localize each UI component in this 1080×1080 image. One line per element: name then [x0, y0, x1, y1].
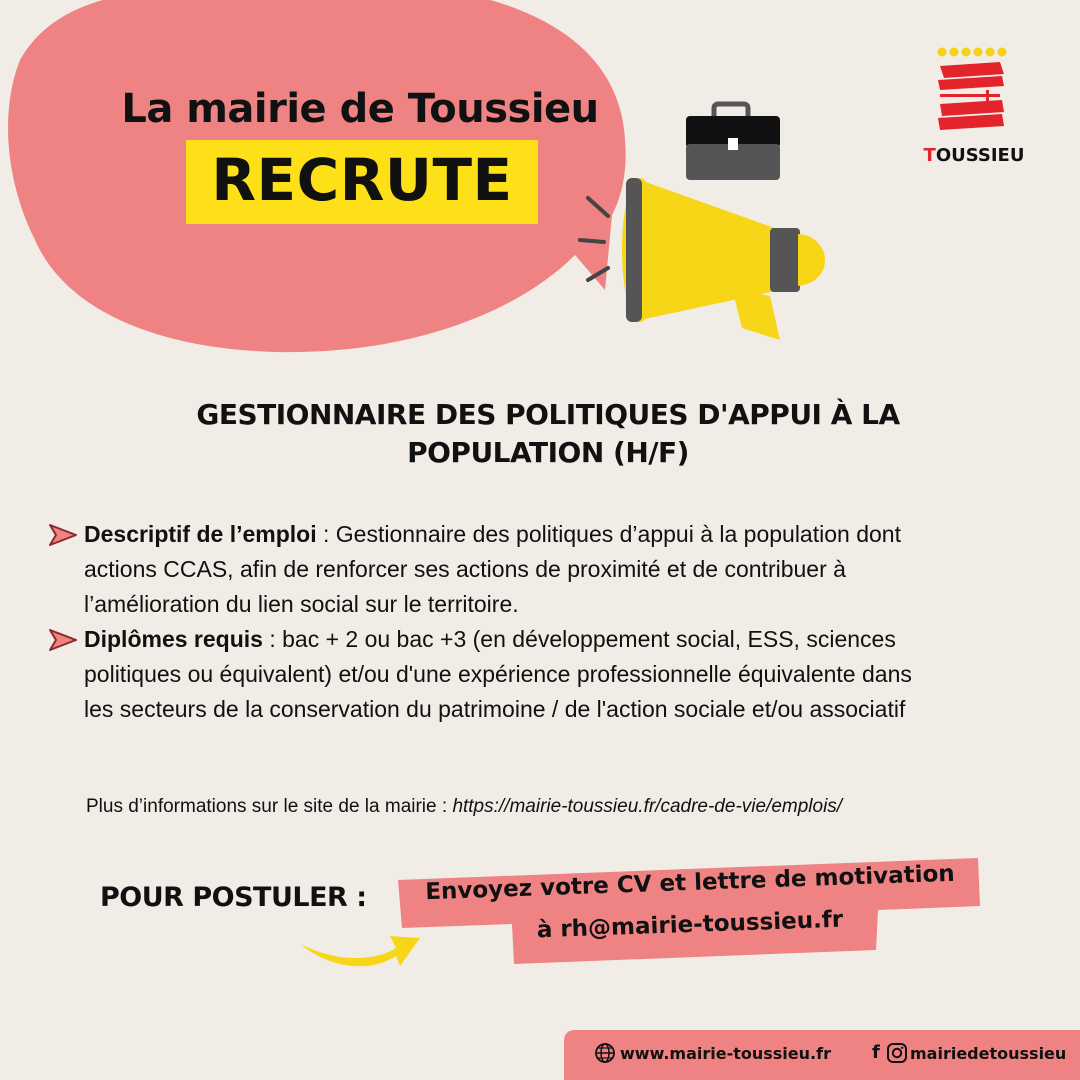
megaphone-icon [570, 170, 840, 350]
headline: La mairie de Toussieu [121, 86, 599, 132]
facebook-icon[interactable]: f [872, 1042, 880, 1063]
instagram-icon[interactable] [886, 1042, 908, 1064]
bullet-job-description: Descriptif de l’emploi : Gestionnaire des politiques d’appui à la population dont actions CCAS, afin de renforcer ses actions de proximité et de contribuer à l’amélioration du lien social sur le territoire. [48, 517, 1008, 627]
more-info: Plus d’informations sur le site de la mairie : https://mairie-toussieu.fr/cadre-de-vie/emplois/ [86, 796, 843, 817]
toussieu-logo [926, 44, 1022, 140]
recrute-title: RECRUTE [211, 146, 513, 214]
logo-wordmark: TOUSSIEU [923, 145, 1025, 166]
globe-icon [594, 1042, 616, 1064]
footer-social-handle[interactable]: mairiedetoussieu [910, 1044, 1067, 1063]
bullet-label: Descriptif de l’emploi [84, 521, 317, 547]
curved-arrow-icon [296, 922, 426, 992]
bullet-arrow-icon [48, 523, 78, 547]
apply-label: POUR POSTULER : [100, 882, 367, 913]
more-info-link[interactable]: https://mairie-toussieu.fr/cadre-de-vie/emplois/ [452, 796, 843, 817]
footer-website-link[interactable]: www.mairie-toussieu.fr [620, 1044, 831, 1063]
apply-instruction: Envoyez votre CV et lettre de motivation [424, 860, 956, 906]
bullet-arrow-icon [48, 628, 78, 652]
job-title: GESTIONNAIRE DES POLITIQUES D'APPUI À LA POPULATION (H/F) [196, 398, 900, 469]
bullet-required-diplomas: Diplômes requis : bac + 2 ou bac +3 (en développement social, ESS, sciences politiques ou équivalent) et/ou d'une expérience professionnelle équivalente dans les secteurs de la conservation du patrimoine / de l'action sociale et/ou associatif [48, 622, 1008, 732]
footer-bar [564, 1030, 1080, 1080]
bullet-label: Diplômes requis [84, 626, 263, 652]
apply-email[interactable]: à rh@mairie-toussieu.fr [536, 906, 844, 944]
